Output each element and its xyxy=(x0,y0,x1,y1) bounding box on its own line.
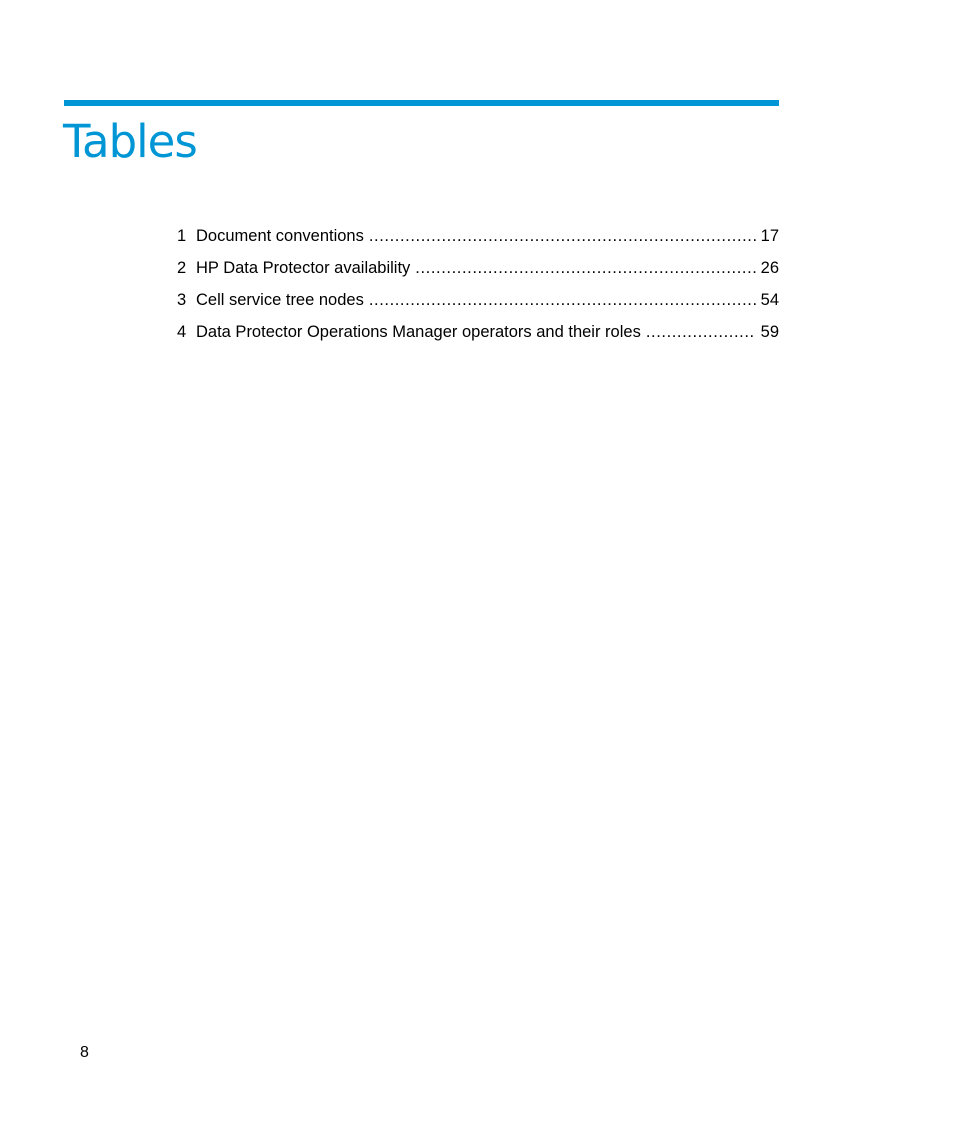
toc-entry-document-conventions[interactable] xyxy=(177,224,779,256)
dot-leader xyxy=(415,256,755,280)
dot-leader xyxy=(369,288,756,312)
toc-entry-page: 26 xyxy=(760,259,779,277)
table-of-tables xyxy=(177,224,779,352)
toc-entry-label: Cell service tree nodes xyxy=(196,291,364,309)
title-rule xyxy=(64,100,779,106)
toc-entry-label: Data Protector Operations Manager operators and their roles xyxy=(196,323,641,341)
toc-entry-hp-data-protector-availability[interactable] xyxy=(177,256,779,288)
toc-entry-operations-manager-operators[interactable] xyxy=(177,320,779,352)
page-title: Tables xyxy=(63,115,197,168)
toc-entry-page: 17 xyxy=(760,227,779,245)
toc-entry-number: 2 xyxy=(177,259,187,277)
toc-entry-page: 59 xyxy=(760,323,779,341)
toc-entry-number: 3 xyxy=(177,291,187,309)
toc-entry-page: 54 xyxy=(760,291,779,309)
dot-leader xyxy=(646,320,756,344)
dot-leader xyxy=(369,224,756,248)
toc-entry-number: 1 xyxy=(177,227,187,245)
toc-entry-cell-service-tree-nodes[interactable] xyxy=(177,288,779,320)
toc-entry-label: Document conventions xyxy=(196,227,364,245)
footer-page-number: 8 xyxy=(80,1044,89,1061)
toc-entry-number: 4 xyxy=(177,323,187,341)
toc-entry-label: HP Data Protector availability xyxy=(196,259,411,277)
